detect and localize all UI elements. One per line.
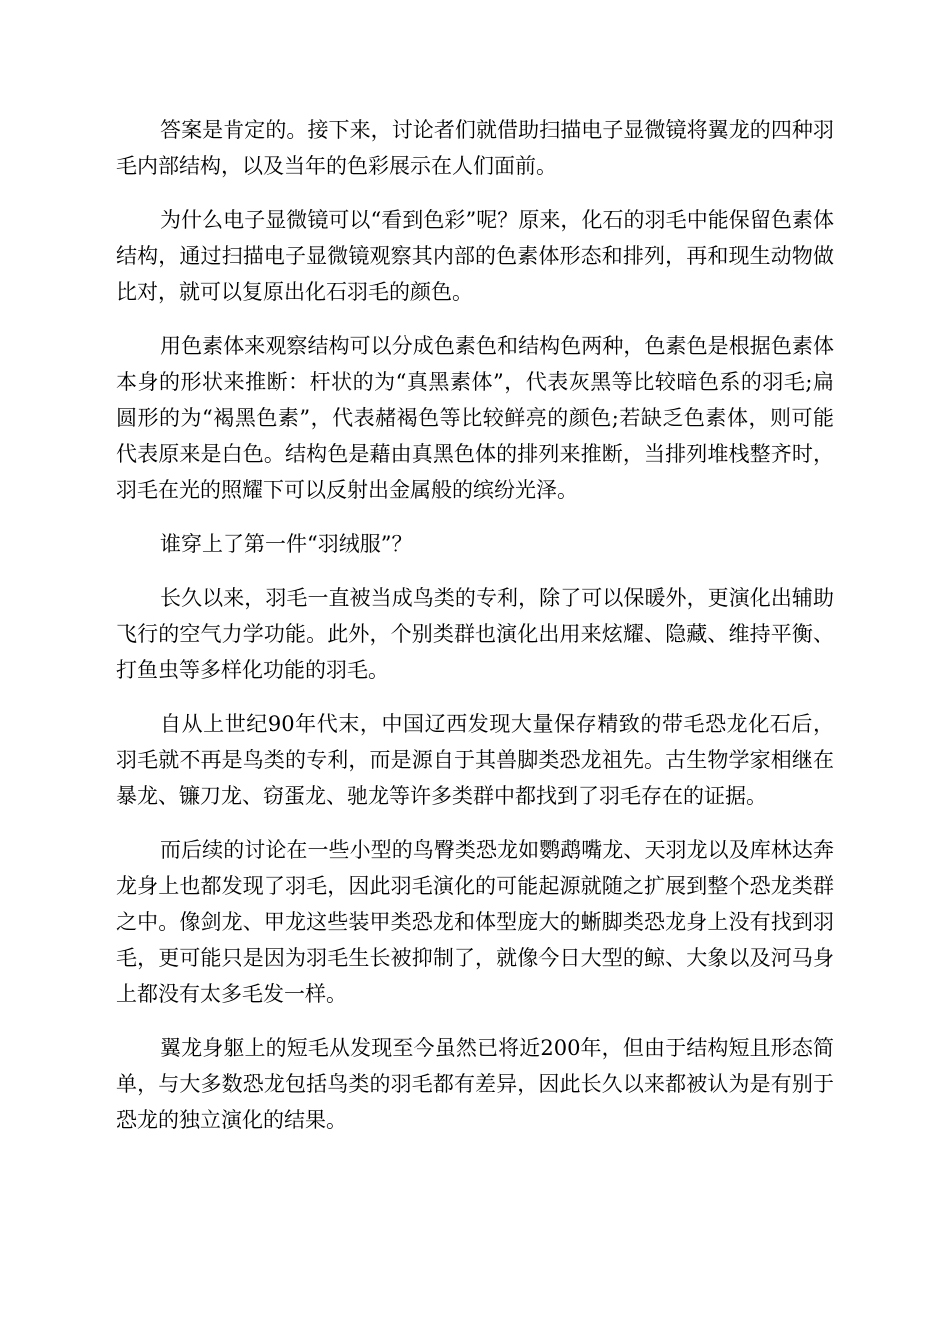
document-body bbox=[116, 112, 834, 1156]
paragraph-pterosaur-fuzz: 翼龙身躯上的短毛从发现至今虽然已将近200年，但由于结构短且形态简单，与大多数恐龙包括鸟类的羽毛都有差异，因此长久以来都被认为是有别于恐龙的独立演化的结果。 bbox=[116, 1036, 834, 1132]
paragraph-feather-history: 长久以来，羽毛一直被当成鸟类的专利，除了可以保暖外，更演化出辅助飞行的空气力学功能。此外，个别类群也演化出用来炫耀、隐藏、维持平衡、打鱼虫等多样化功能的羽毛。 bbox=[116, 586, 834, 682]
paragraph-ornithischian-feathers: 而后续的讨论在一些小型的鸟臀类恐龙如鹦鹉嘴龙、天羽龙以及库林达奔龙身上也都发现了羽毛，因此羽毛演化的可能起源就随之扩展到整个恐龙类群之中。像剑龙、甲龙这些装甲类恐龙和体型庞大的蜥脚类恐龙身上没有找到羽毛，更可能只是因为羽毛生长被抑制了，就像今日大型的鲸、大象以及河马身上都没有太多毛发一样。 bbox=[116, 838, 834, 1006]
paragraph-answer: 答案是肯定的。接下来，讨论者们就借助扫描电子显微镜将翼龙的四种羽毛内部结构，以及当年的色彩展示在人们面前。 bbox=[116, 118, 834, 178]
section-heading-down-jacket: 谁穿上了第一件“羽绒服”？ bbox=[160, 532, 413, 556]
paragraph-pigment-structure: 用色素体来观察结构可以分成色素色和结构色两种，色素色是根据色素体本身的形状来推断：杆状的为“真黑素体”，代表灰黑等比较暗色系的羽毛;扁圆形的为“褐黑色素”，代表赭褐色等比较鲜亮的颜色;若缺乏色素体，则可能代表原来是白色。结构色是藉由真黑色体的排列来推断，当排列堆栈整齐时，羽毛在光的照耀下可以反射出金属般的缤纷光泽。 bbox=[116, 334, 834, 502]
paragraph-microscope-color: 为什么电子显微镜可以“看到色彩”呢？原来，化石的羽毛中能保留色素体结构，通过扫描电子显微镜观察其内部的色素体形态和排列，再和现生动物做比对，就可以复原出化石羽毛的颜色。 bbox=[116, 208, 834, 304]
paragraph-liaoxi-fossils: 自从上世纪90年代末，中国辽西发现大量保存精致的带毛恐龙化石后，羽毛就不再是鸟类的专利，而是源自于其兽脚类恐龙祖先。古生物学家相继在暴龙、镰刀龙、窃蛋龙、驰龙等许多类群中都找到了羽毛存在的证据。 bbox=[116, 712, 834, 808]
